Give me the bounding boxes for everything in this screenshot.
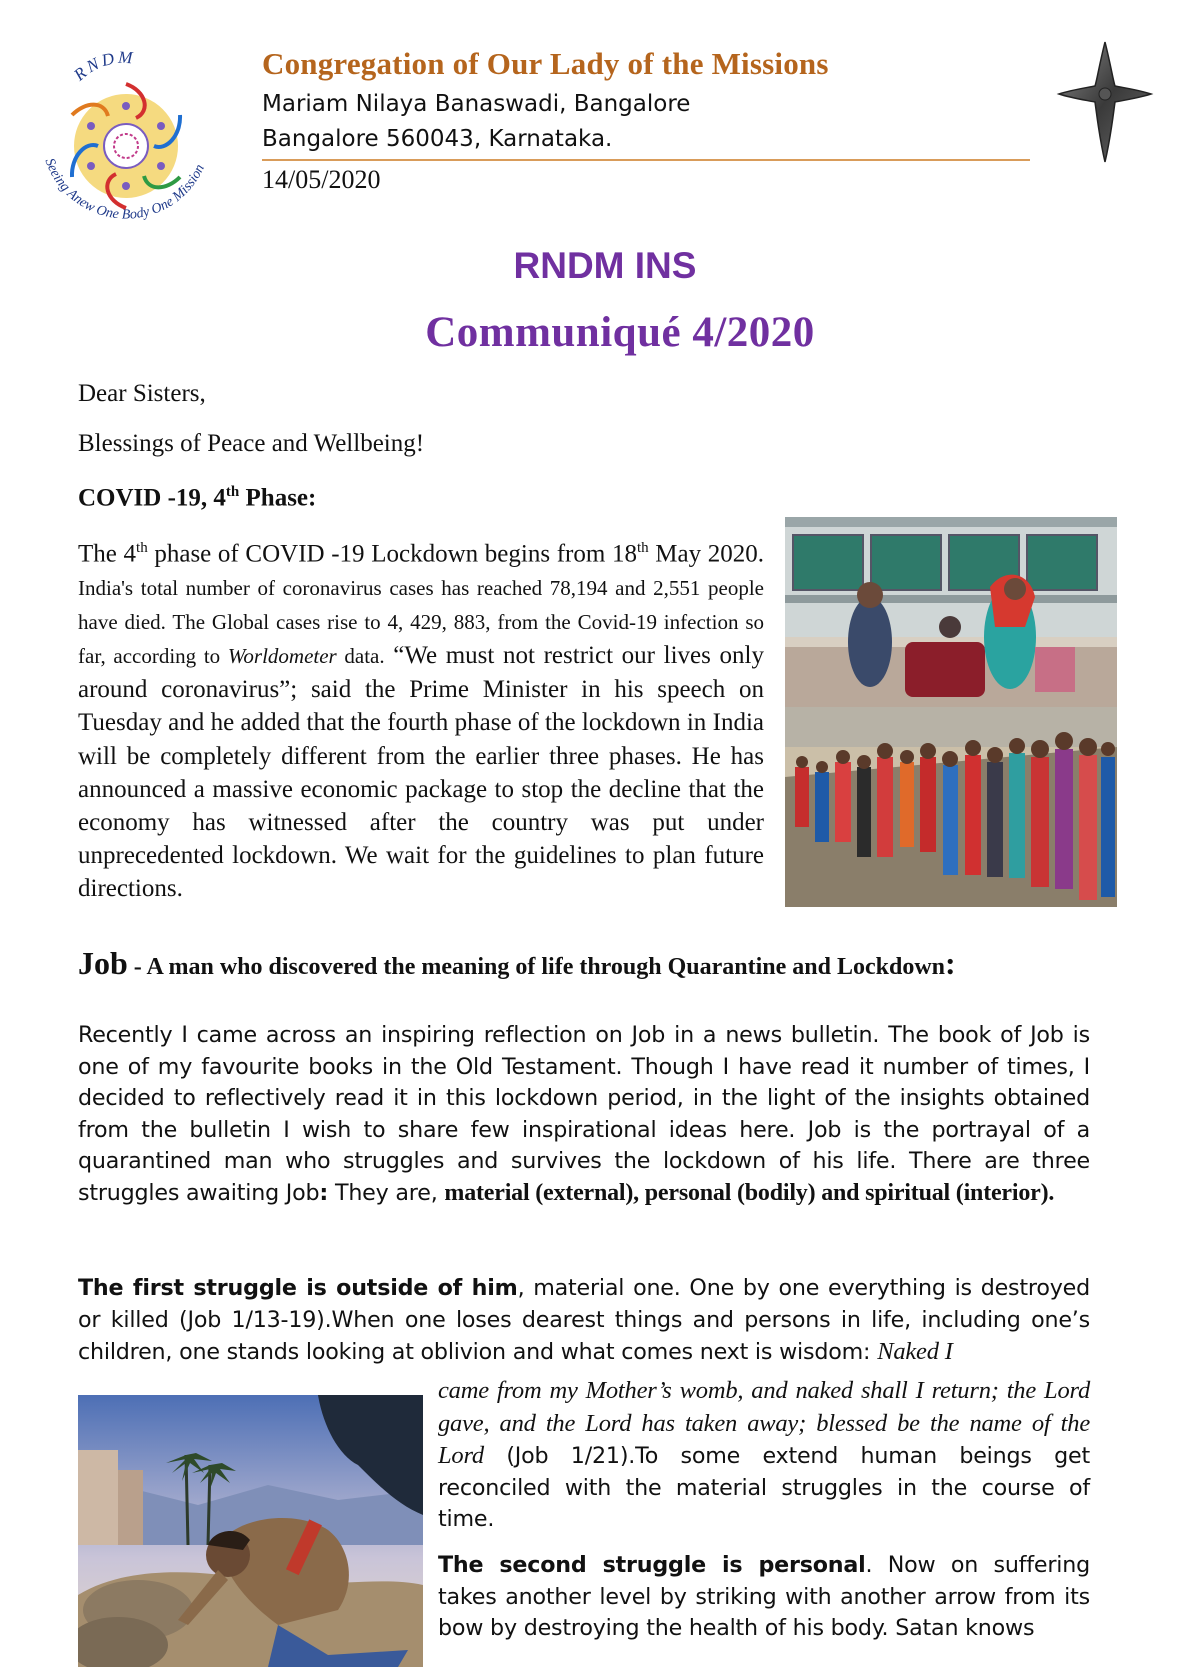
first-struggle-quote: came from my Mother’s womb, and naked shall I return; the Lord gave, and the Lord has taken away; blessed be the name of the Lord (Job 1/21).To some extend human beings get reconciled with the material struggles in the course of time. (438, 1377, 1090, 1533)
rndm-logo (26, 46, 226, 236)
blessing-line: Blessings of Peace and Wellbeing! (78, 430, 425, 457)
job-illustration (78, 1395, 423, 1667)
header-rule (262, 159, 1030, 161)
covid-heading: COVID -19, 4th Phase: (78, 484, 317, 512)
salutation: Dear Sisters, (78, 380, 206, 407)
organization-name: Congregation of Our Lady of the Missions (262, 46, 829, 81)
covid-paragraph: The 4th phase of COVID -19 Lockdown begins from 18th May 2020. India's total number of coronavirus cases has reached 78,194 and 2,551 people have died. The Global cases rise to 4, 429, 883, from the Covid-19 infection so far, according to Worldometer data. “We must not restrict our lives only around coronavirus”; said the Prime Minister in his speech on Tuesday and he added that the fourth phase of the lockdown in India will be completely different from the earlier three phases. He has announced a massive economic package to stop the decline that the economy has witnessed after the country was put under unprecedented lockdown. We wait for the guidelines to plan future directions. (78, 540, 765, 903)
logo-top-text: RNDM (70, 47, 136, 85)
communique-title: Communiqué 4/2020 (425, 309, 815, 356)
address-line-2: Bangalore 560043, Karnataka. (262, 126, 613, 152)
communique-series: RNDM INS (513, 245, 697, 286)
svg-text:RNDM (69, 48, 136, 85)
letter-date: 14/05/2020 (262, 165, 381, 194)
job-intro-paragraph: Recently I came across an inspiring reflection on Job in a news bulletin. The book of Job is one of my favourite books in the Old Testament. Though I have read it number of times, I decided to reflectively read it in this lockdown period, in the light of the insights obtained from the bulletin I wish to share few inspirational ideas here. Job is the portrayal of a quarantined man who struggles and survives the lockdown of his life. There are three struggles awaiting Job: They are, material (external), personal (bodily) and spiritual (interior). (78, 1022, 1090, 1206)
second-struggle-paragraph: The second struggle is personal. Now on suffering takes another level by striking with another arrow from its bow by destroying the health of his body. Satan knows (438, 1552, 1090, 1642)
first-struggle-paragraph: The first struggle is outside of him, material one. One by one everything is destroyed or killed (Job 1/13-19).When one loses dearest things and persons in life, including one’s children, one stands looking at oblivion and what comes next is wisdom: Naked I (78, 1275, 1090, 1366)
logo-ring-text: Seeing Anew One Body One Mission (41, 156, 208, 223)
cross-emblem (1055, 36, 1155, 166)
migrant-workers-photo (785, 517, 1117, 907)
job-section-heading: Job - A man who discovered the meaning of life through Quarantine and Lockdown: (78, 945, 956, 981)
address-line-1: Mariam Nilaya Banaswadi, Bangalore (262, 91, 691, 117)
